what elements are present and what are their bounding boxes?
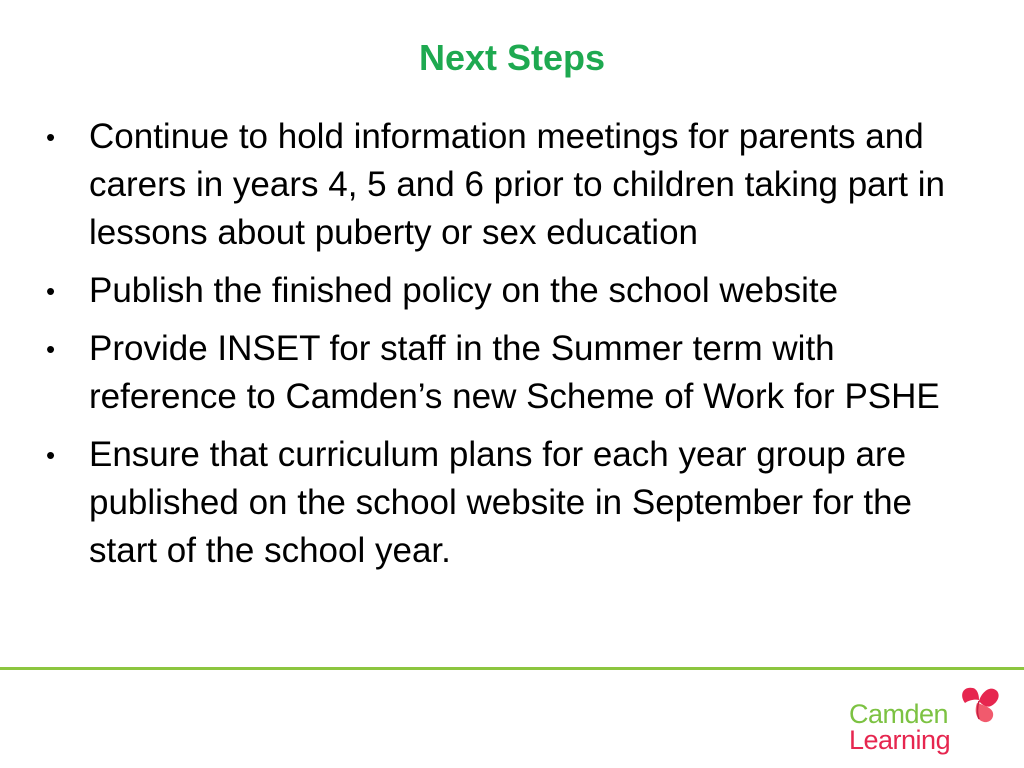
footer-divider bbox=[0, 667, 1024, 670]
bullet-item bbox=[40, 431, 980, 575]
bullet-icon: • bbox=[46, 334, 56, 364]
bullet-list bbox=[40, 113, 980, 585]
slide-title: Next Steps bbox=[418, 37, 606, 78]
logo-camden-text: Camden bbox=[849, 699, 949, 729]
bullet-icon: • bbox=[46, 440, 56, 470]
bullet-icon: • bbox=[46, 276, 56, 306]
butterfly-icon bbox=[957, 683, 1001, 727]
bullet-item bbox=[40, 267, 980, 315]
camden-learning-logo bbox=[845, 683, 1005, 763]
logo-learning-text: Learning bbox=[849, 725, 951, 755]
bullet-item bbox=[40, 325, 980, 421]
bullet-text: Publish the finished policy on the school website bbox=[89, 271, 839, 310]
bullet-item bbox=[40, 113, 980, 257]
bullet-text: Ensure that curriculum plans for each year group are published on the school website in September for the start of the school year. bbox=[89, 435, 913, 570]
bullet-text: Continue to hold information meetings for parents and carers in years 4, 5 and 6 prior to children taking part in lessons about puberty or sex education bbox=[89, 117, 945, 252]
bullet-icon: • bbox=[46, 122, 56, 152]
bullet-text: Provide INSET for staff in the Summer term with reference to Camden’s new Scheme of Work for PSHE bbox=[89, 329, 940, 416]
